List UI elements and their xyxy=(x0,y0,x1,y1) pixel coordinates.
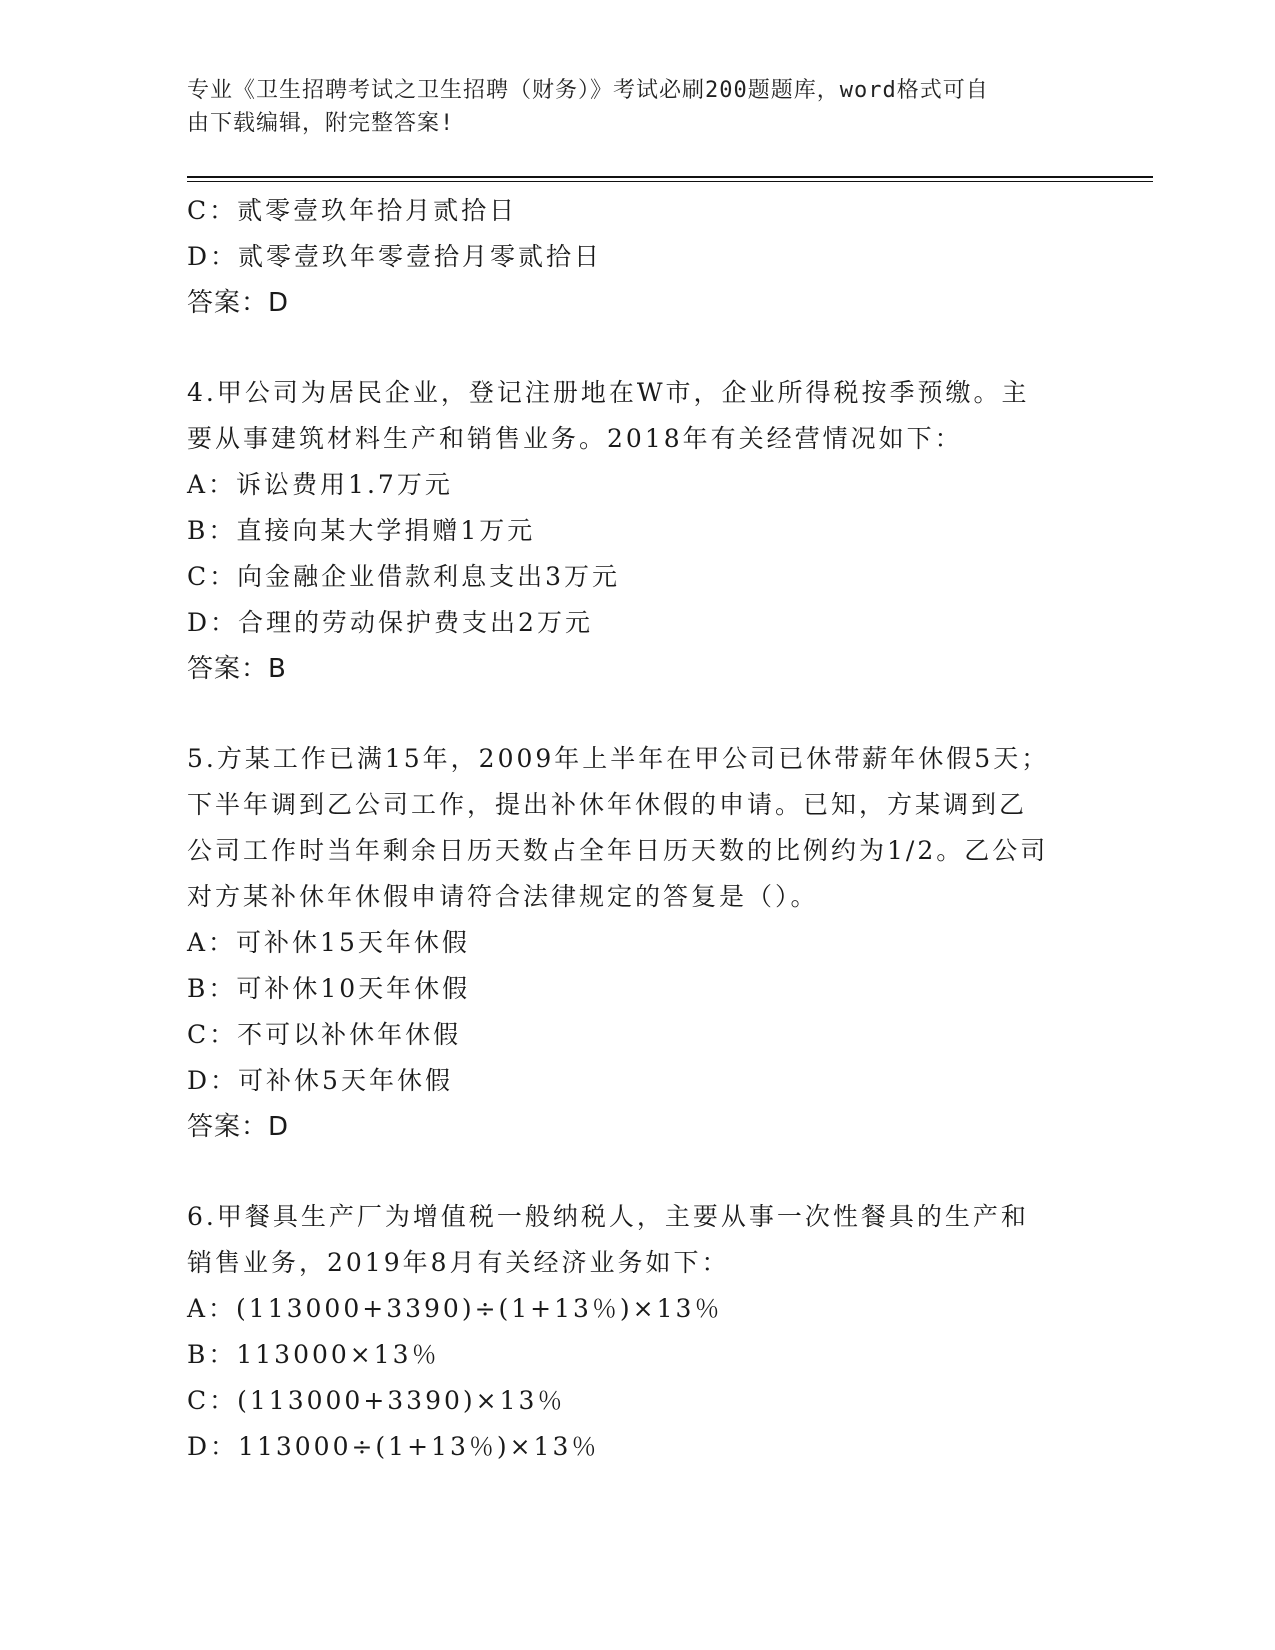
header-rule-thin xyxy=(187,181,1153,182)
q5-stem-line-3: 公司工作时当年剩余日历天数占全年日历天数的比例约为1/2。乙公司 xyxy=(187,836,1049,865)
question-4 xyxy=(187,370,1087,692)
q3-option-c: C：贰零壹玖年拾月贰拾日 xyxy=(187,196,518,225)
q5-stem-line-2: 下半年调到乙公司工作，提出补休年休假的申请。已知，方某调到乙 xyxy=(187,790,1028,819)
document-header xyxy=(187,74,1067,140)
q4-option-a: A：诉讼费用1.7万元 xyxy=(187,470,453,499)
q6-option-b: B：113000×13％ xyxy=(187,1340,440,1369)
q5-option-b: B：可补休10天年休假 xyxy=(187,974,471,1003)
question-5 xyxy=(187,736,1087,1150)
q5-option-d: D：可补休5天年休假 xyxy=(187,1066,453,1095)
header-line-1: 专业《卫生招聘考试之卫生招聘（财务）》考试必刷200题题库，word格式可自 xyxy=(187,78,989,103)
spacer xyxy=(187,1150,1087,1194)
document-body xyxy=(187,188,1087,1470)
q6-option-d: D：113000÷(1+13％)×13％ xyxy=(187,1432,600,1461)
q5-answer: 答案：D xyxy=(187,1112,290,1142)
q4-answer: 答案：B xyxy=(187,654,287,684)
q5-option-c: C：不可以补休年休假 xyxy=(187,1020,462,1049)
header-rule-thick xyxy=(187,176,1153,178)
q5-stem-line-1: 5.方某工作已满15年，2009年上半年在甲公司已休带薪年休假5天； xyxy=(187,744,1050,773)
q4-stem-line-2: 要从事建筑材料生产和销售业务。2018年有关经营情况如下： xyxy=(187,424,963,453)
q6-stem-line-2: 销售业务，2019年8月有关经济业务如下： xyxy=(187,1248,730,1277)
q4-option-d: D：合理的劳动保护费支出2万元 xyxy=(187,608,593,637)
question-3 xyxy=(187,188,1087,326)
q6-option-a: A：(113000+3390)÷(1+13％)×13％ xyxy=(187,1294,723,1323)
q3-option-d: D：贰零壹玖年零壹拾月零贰拾日 xyxy=(187,242,603,271)
spacer xyxy=(187,692,1087,736)
q4-option-b: B：直接向某大学捐赠1万元 xyxy=(187,516,536,545)
q3-answer: 答案：D xyxy=(187,288,290,318)
spacer xyxy=(187,326,1087,370)
q4-option-c: C：向金融企业借款利息支出3万元 xyxy=(187,562,621,591)
header-line-2: 由下载编辑，附完整答案! xyxy=(187,111,455,136)
question-6 xyxy=(187,1194,1087,1470)
q6-stem-line-1: 6.甲餐具生产厂为增值税一般纳税人，主要从事一次性餐具的生产和 xyxy=(187,1202,1029,1231)
q4-stem-line-1: 4.甲公司为居民企业，登记注册地在W市，企业所得税按季预缴。主 xyxy=(187,378,1030,407)
q5-stem-line-4: 对方某补休年休假申请符合法律规定的答复是（）。 xyxy=(187,882,819,911)
q5-option-a: A：可补休15天年休假 xyxy=(187,928,470,957)
q6-option-c: C：(113000+3390)×13％ xyxy=(187,1386,566,1415)
